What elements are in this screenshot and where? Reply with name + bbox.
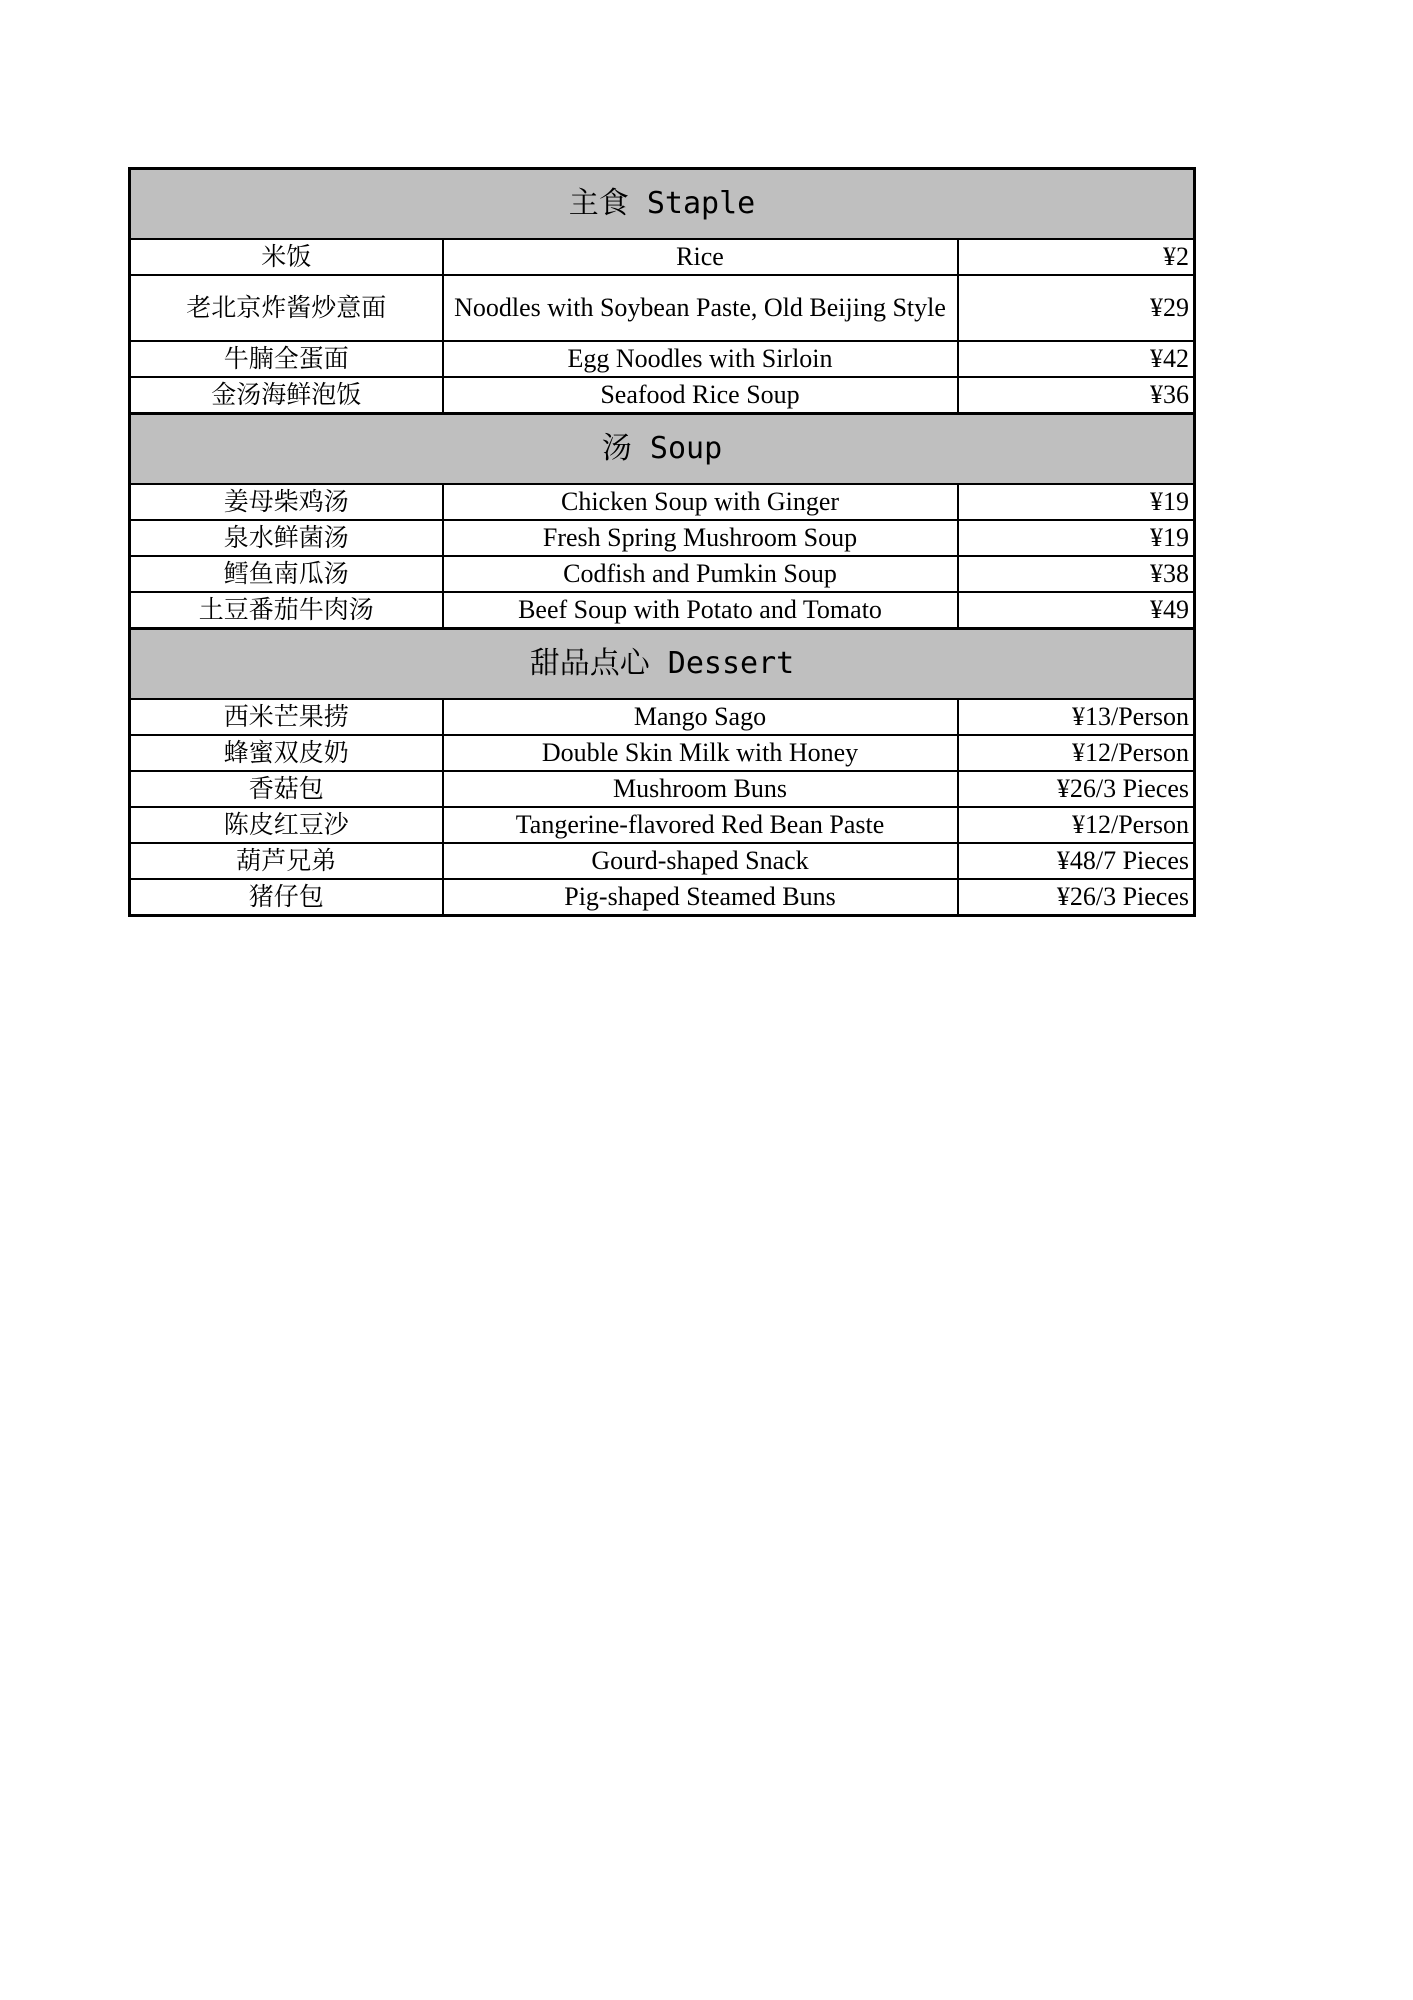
dish-price: ¥19 [958, 484, 1195, 520]
dish-price: ¥13/Person [958, 699, 1195, 735]
dish-price: ¥48/7 Pieces [958, 843, 1195, 879]
dish-name-cn: 鳕鱼南瓜汤 [130, 556, 443, 592]
dish-price: ¥2 [958, 239, 1195, 275]
section-header-dessert [130, 629, 1195, 700]
menu-row [130, 341, 1195, 377]
dish-name-cn: 牛腩全蛋面 [130, 341, 443, 377]
section-title: 甜品点心 Dessert [130, 629, 1195, 700]
dish-name-en: Double Skin Milk with Honey [443, 735, 958, 771]
dish-name-en: Gourd-shaped Snack [443, 843, 958, 879]
menu-row [130, 843, 1195, 879]
dish-name-cn: 金汤海鲜泡饭 [130, 377, 443, 414]
dish-price: ¥49 [958, 592, 1195, 629]
section-header-soup [130, 414, 1195, 485]
dish-name-en: Egg Noodles with Sirloin [443, 341, 958, 377]
dish-name-cn: 米饭 [130, 239, 443, 275]
dish-name-en: Codfish and Pumkin Soup [443, 556, 958, 592]
menu-row [130, 592, 1195, 629]
menu-row [130, 556, 1195, 592]
dish-price: ¥12/Person [958, 735, 1195, 771]
menu-row [130, 879, 1195, 916]
dish-name-en: Tangerine-flavored Red Bean Paste [443, 807, 958, 843]
section-title: 主食 Staple [130, 169, 1195, 240]
dish-name-cn: 香菇包 [130, 771, 443, 807]
section-header-staple [130, 169, 1195, 240]
dish-name-en: Rice [443, 239, 958, 275]
dish-name-en: Mango Sago [443, 699, 958, 735]
dish-price: ¥36 [958, 377, 1195, 414]
menu-row [130, 699, 1195, 735]
dish-name-en: Pig-shaped Steamed Buns [443, 879, 958, 916]
dish-price: ¥42 [958, 341, 1195, 377]
menu-table [128, 167, 1196, 917]
dish-name-cn: 蜂蜜双皮奶 [130, 735, 443, 771]
menu-row [130, 484, 1195, 520]
dish-name-cn: 泉水鲜菌汤 [130, 520, 443, 556]
menu-row [130, 239, 1195, 275]
dish-price: ¥12/Person [958, 807, 1195, 843]
menu-row [130, 735, 1195, 771]
dish-price: ¥26/3 Pieces [958, 879, 1195, 916]
dish-name-cn: 葫芦兄弟 [130, 843, 443, 879]
dish-name-en: Beef Soup with Potato and Tomato [443, 592, 958, 629]
dish-price: ¥26/3 Pieces [958, 771, 1195, 807]
menu-row [130, 807, 1195, 843]
dish-price: ¥19 [958, 520, 1195, 556]
dish-name-cn: 老北京炸酱炒意面 [130, 275, 443, 341]
menu-row [130, 771, 1195, 807]
dish-name-en: Seafood Rice Soup [443, 377, 958, 414]
dish-name-en: Fresh Spring Mushroom Soup [443, 520, 958, 556]
dish-name-cn: 西米芒果捞 [130, 699, 443, 735]
dish-name-cn: 土豆番茄牛肉汤 [130, 592, 443, 629]
dish-name-en: Mushroom Buns [443, 771, 958, 807]
menu-row [130, 377, 1195, 414]
menu-row [130, 275, 1195, 341]
dish-name-cn: 猪仔包 [130, 879, 443, 916]
dish-price: ¥29 [958, 275, 1195, 341]
dish-name-cn: 陈皮红豆沙 [130, 807, 443, 843]
menu-row [130, 520, 1195, 556]
dish-name-cn: 姜母柴鸡汤 [130, 484, 443, 520]
section-title: 汤 Soup [130, 414, 1195, 485]
dish-name-en: Chicken Soup with Ginger [443, 484, 958, 520]
dish-price: ¥38 [958, 556, 1195, 592]
dish-name-en: Noodles with Soybean Paste, Old Beijing Style [443, 275, 958, 341]
